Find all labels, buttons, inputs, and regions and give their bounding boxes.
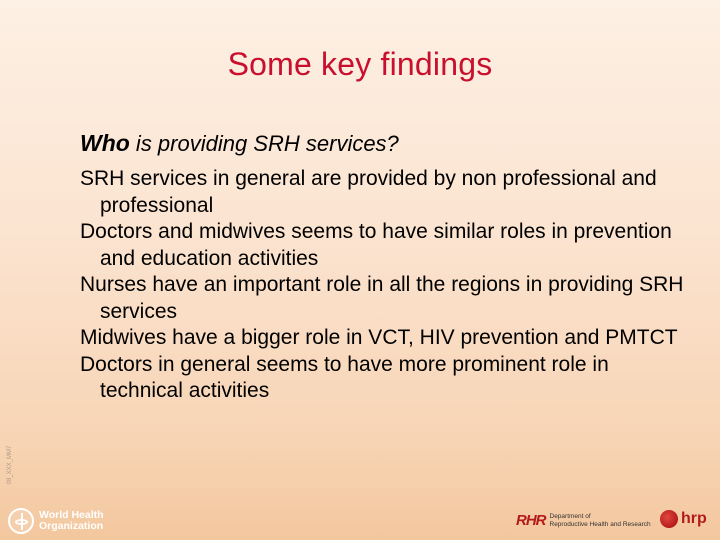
hrp-emblem-icon bbox=[660, 510, 678, 528]
who-line1: World Health bbox=[39, 509, 104, 521]
slide-title: Some key findings bbox=[227, 46, 493, 82]
hrp-wordmark: hrp bbox=[681, 510, 707, 527]
findings-list bbox=[80, 166, 690, 405]
rhr-text bbox=[550, 513, 651, 529]
rhr-line1: Department of bbox=[549, 512, 591, 520]
finding-item: Doctors and midwives seems to have similar roles in prevention and education activities bbox=[80, 220, 672, 270]
who-wordmark bbox=[39, 510, 104, 532]
who-logo bbox=[8, 508, 104, 534]
subtitle-rest: is providing SRH services? bbox=[129, 131, 399, 156]
who-emblem-icon bbox=[8, 508, 34, 534]
rhr-line2: Reproductive Health and Research bbox=[549, 520, 651, 528]
slide-subtitle bbox=[80, 130, 399, 157]
finding-item: Midwives have a bigger role in VCT, HIV prevention and PMTCT bbox=[80, 326, 678, 349]
hrp-logo bbox=[660, 510, 707, 528]
finding-item: SRH services in general are provided by non professional and professional bbox=[80, 167, 657, 217]
finding-item: Nurses have an important role in all the regions in providing SRH services bbox=[80, 273, 684, 323]
rhr-mark: RHR bbox=[516, 512, 546, 529]
who-line2: Organization bbox=[39, 520, 104, 532]
finding-item: Doctors in general seems to have more prominent role in technical activities bbox=[80, 352, 609, 402]
slide-id: 08_XXX_MM7 bbox=[7, 445, 13, 485]
rhr-logo bbox=[516, 512, 651, 529]
subtitle-emphasis: Who bbox=[80, 130, 130, 156]
